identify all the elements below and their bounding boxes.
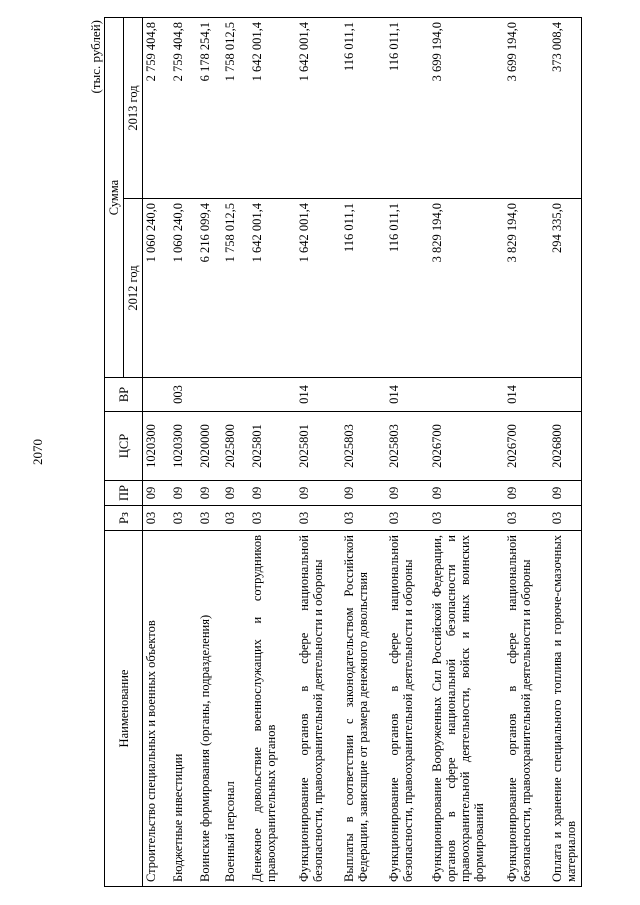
row-sum-2012: 1 060 240,0 (143, 199, 170, 378)
row-vr: 003 (170, 378, 197, 412)
row-sum-2012: 3 829 194,0 (504, 199, 549, 378)
row-name: Выплаты в соответствии с законодательством Российской Федерации, зависящие от размера денежного довольствия (341, 531, 386, 887)
row-rz: 03 (341, 506, 386, 531)
row-pr: 09 (549, 481, 582, 506)
row-vr (249, 378, 296, 412)
row-sum-2013: 3 699 194,0 (429, 18, 504, 199)
row-sum-2012: 1 642 001,4 (296, 199, 341, 378)
row-csr: 1020300 (143, 412, 170, 481)
row-sum-2012: 294 335,0 (549, 199, 582, 378)
row-sum-2013: 116 011,1 (341, 18, 386, 199)
table-row (197, 18, 222, 887)
row-csr: 1020300 (170, 412, 197, 481)
row-name: Бюджетные инвестиции (170, 531, 197, 887)
header-csr: ЦСР (105, 412, 143, 481)
row-sum-2012: 116 011,1 (341, 199, 386, 378)
table-row (170, 18, 197, 887)
row-pr: 09 (222, 481, 249, 506)
row-rz: 03 (386, 506, 429, 531)
row-sum-2012: 1 758 012,5 (222, 199, 249, 378)
table-row (249, 18, 296, 887)
row-sum-2012: 3 829 194,0 (429, 199, 504, 378)
row-pr: 09 (197, 481, 222, 506)
row-name: Функционирование органов в сфере национальной безопасности, правоохранительной деятельности и обороны (296, 531, 341, 887)
row-sum-2013: 373 008,4 (549, 18, 582, 199)
row-pr: 09 (143, 481, 170, 506)
row-vr: 014 (504, 378, 549, 412)
row-sum-2013: 1 758 012,5 (222, 18, 249, 199)
row-rz: 03 (249, 506, 296, 531)
row-name: Строительство специальных и военных объектов (143, 531, 170, 887)
row-pr: 09 (386, 481, 429, 506)
table-row (386, 18, 429, 887)
row-csr: 2025801 (249, 412, 296, 481)
table-body (143, 18, 582, 887)
row-sum-2013: 1 642 001,4 (249, 18, 296, 199)
row-csr: 2025803 (386, 412, 429, 481)
header-sum: Сумма (105, 18, 124, 378)
page-number: 2070 (30, 439, 45, 465)
row-sum-2012: 116 011,1 (386, 199, 429, 378)
table-row (341, 18, 386, 887)
row-name: Военный персонал (222, 531, 249, 887)
table-header (105, 18, 143, 887)
row-rz: 03 (429, 506, 504, 531)
row-vr (429, 378, 504, 412)
row-sum-2013: 6 178 254,1 (197, 18, 222, 199)
row-name: Оплата и хранение специального топлива и горюче-смазочных материалов (549, 531, 582, 887)
header-name: Наименование (105, 531, 143, 887)
header-2013: 2013 год (124, 18, 143, 199)
row-rz: 03 (549, 506, 582, 531)
row-csr: 2026700 (504, 412, 549, 481)
row-rz: 03 (222, 506, 249, 531)
row-pr: 09 (429, 481, 504, 506)
row-rz: 03 (143, 506, 170, 531)
row-pr: 09 (504, 481, 549, 506)
row-vr: 014 (296, 378, 341, 412)
row-rz: 03 (170, 506, 197, 531)
row-pr: 09 (296, 481, 341, 506)
row-sum-2013: 3 699 194,0 (504, 18, 549, 199)
row-vr (222, 378, 249, 412)
row-vr (143, 378, 170, 412)
row-sum-2013: 2 759 404,8 (170, 18, 197, 199)
row-csr: 2026800 (549, 412, 582, 481)
row-rz: 03 (504, 506, 549, 531)
row-name: Функционирование органов в сфере национальной безопасности, правоохранительной деятельности и обороны (386, 531, 429, 887)
row-pr: 09 (249, 481, 296, 506)
row-rz: 03 (296, 506, 341, 531)
row-sum-2012: 6 216 099,4 (197, 199, 222, 378)
table-row (143, 18, 170, 887)
table-row (222, 18, 249, 887)
header-vr: ВР (105, 378, 143, 412)
row-vr (197, 378, 222, 412)
row-name: Функционирование органов в сфере национальной безопасности, правоохранительной деятельности и обороны (504, 531, 549, 887)
row-vr (549, 378, 582, 412)
row-csr: 2026700 (429, 412, 504, 481)
row-sum-2013: 1 642 001,4 (296, 18, 341, 199)
row-name: Денежное довольствие военнослужащих и сотрудников правоохранительных органов (249, 531, 296, 887)
row-csr: 2025803 (341, 412, 386, 481)
table-row (549, 18, 582, 887)
row-sum-2013: 116 011,1 (386, 18, 429, 199)
units-label: (тыс. рублей) (88, 20, 103, 94)
row-name: Воинские формирования (органы, подразделения) (197, 531, 222, 887)
row-rz: 03 (197, 506, 222, 531)
header-2012: 2012 год (124, 199, 143, 378)
row-csr: 2025800 (222, 412, 249, 481)
table-row (429, 18, 504, 887)
row-sum-2012: 1 642 001,4 (249, 199, 296, 378)
header-rz: Рз (105, 506, 143, 531)
row-name: Функционирование Вооруженных Сил Российской Федерации, органов в сфере национальной безопасности и правоохранительной деятельности, войск и иных воинских формирований (429, 531, 504, 887)
row-pr: 09 (341, 481, 386, 506)
row-vr: 014 (386, 378, 429, 412)
row-vr (341, 378, 386, 412)
row-pr: 09 (170, 481, 197, 506)
budget-table (104, 17, 582, 887)
table-row (296, 18, 341, 887)
row-csr: 2020000 (197, 412, 222, 481)
header-pr: ПР (105, 481, 143, 506)
row-sum-2012: 1 060 240,0 (170, 199, 197, 378)
table-row (504, 18, 549, 887)
rotated-table-block (88, 18, 618, 887)
row-csr: 2025801 (296, 412, 341, 481)
row-sum-2013: 2 759 404,8 (143, 18, 170, 199)
